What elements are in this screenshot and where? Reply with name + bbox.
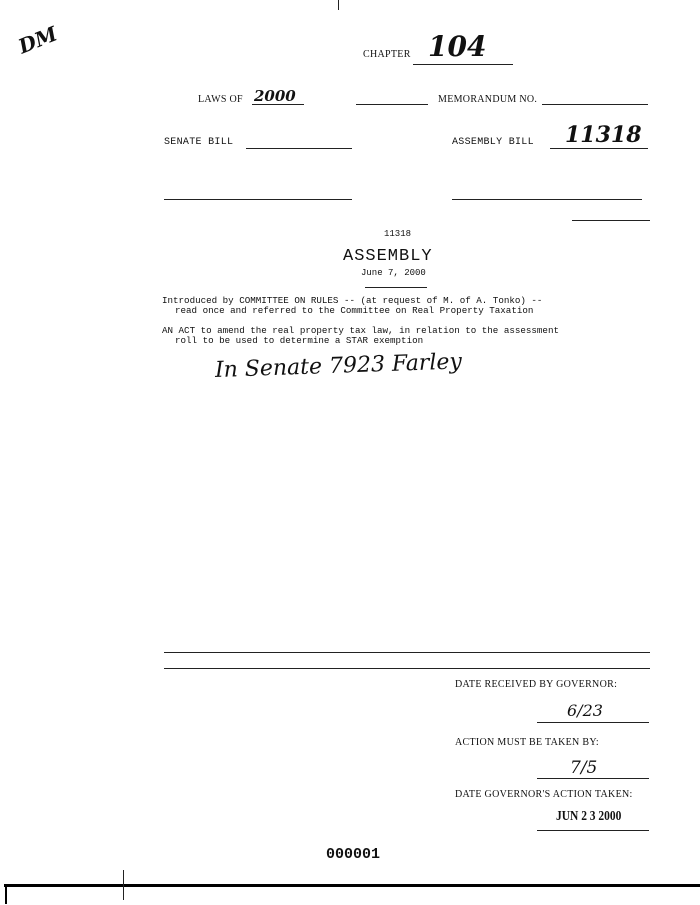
- blank-line-middle: [356, 104, 428, 105]
- bottom-scan-mark: [123, 870, 124, 900]
- date-underline: [365, 287, 427, 288]
- bottom-left-mark: [5, 884, 7, 904]
- bottom-border: [4, 884, 700, 887]
- handwritten-senate-note: In Senate 7923 Farley: [214, 349, 463, 383]
- governor-action-stamp: JUN 2 3 2000: [556, 809, 622, 824]
- senate-bill-label: SENATE BILL: [164, 137, 234, 148]
- act-line-2: roll to be used to determine a STAR exemption: [175, 335, 424, 346]
- intro-line-1: Introduced by COMMITTEE ON RULES -- (at request of M. of A. Tonko) --: [162, 295, 543, 306]
- laws-label: LAWS OF: [198, 94, 243, 105]
- governor-action-label: DATE GOVERNOR'S ACTION TAKEN:: [455, 789, 633, 800]
- chapter-value: 104: [428, 30, 487, 63]
- chapter-label: CHAPTER: [363, 49, 411, 60]
- memo-underline: [542, 104, 648, 105]
- action-underline: [537, 778, 649, 779]
- date-received-underline: [537, 722, 649, 723]
- action-value: 7/5: [570, 758, 598, 778]
- separator-line-1: [164, 652, 650, 653]
- memo-label: MEMORANDUM NO.: [438, 94, 538, 105]
- margin-note: DM: [14, 21, 61, 59]
- laws-value: 2000: [254, 87, 296, 105]
- bill-date: June 7, 2000: [361, 268, 426, 278]
- date-received-label: DATE RECEIVED BY GOVERNOR:: [455, 679, 618, 690]
- act-line-1: AN ACT to amend the real property tax law, in relation to the assessment: [162, 325, 559, 336]
- assembly-bill-value: 11318: [565, 122, 642, 148]
- laws-underline: [252, 104, 304, 105]
- top-tick: [338, 0, 339, 10]
- senate-bill-underline: [246, 148, 352, 149]
- page-number: 000001: [326, 846, 381, 863]
- assembly-bill-label: ASSEMBLY BILL: [452, 137, 534, 148]
- blank-line-short: [572, 220, 650, 221]
- bill-number: 11318: [384, 229, 412, 239]
- assembly-bill-underline: [550, 148, 648, 149]
- separator-line-2: [164, 668, 650, 669]
- action-label: ACTION MUST BE TAKEN BY:: [455, 737, 600, 748]
- date-received-value: 6/23: [567, 701, 603, 720]
- chapter-underline: [413, 64, 513, 65]
- house-title: ASSEMBLY: [343, 247, 433, 266]
- governor-action-underline: [537, 830, 649, 831]
- intro-line-2: read once and referred to the Committee on Real Property Taxation: [175, 305, 534, 316]
- blank-line-left: [164, 199, 352, 200]
- blank-line-right: [452, 199, 642, 200]
